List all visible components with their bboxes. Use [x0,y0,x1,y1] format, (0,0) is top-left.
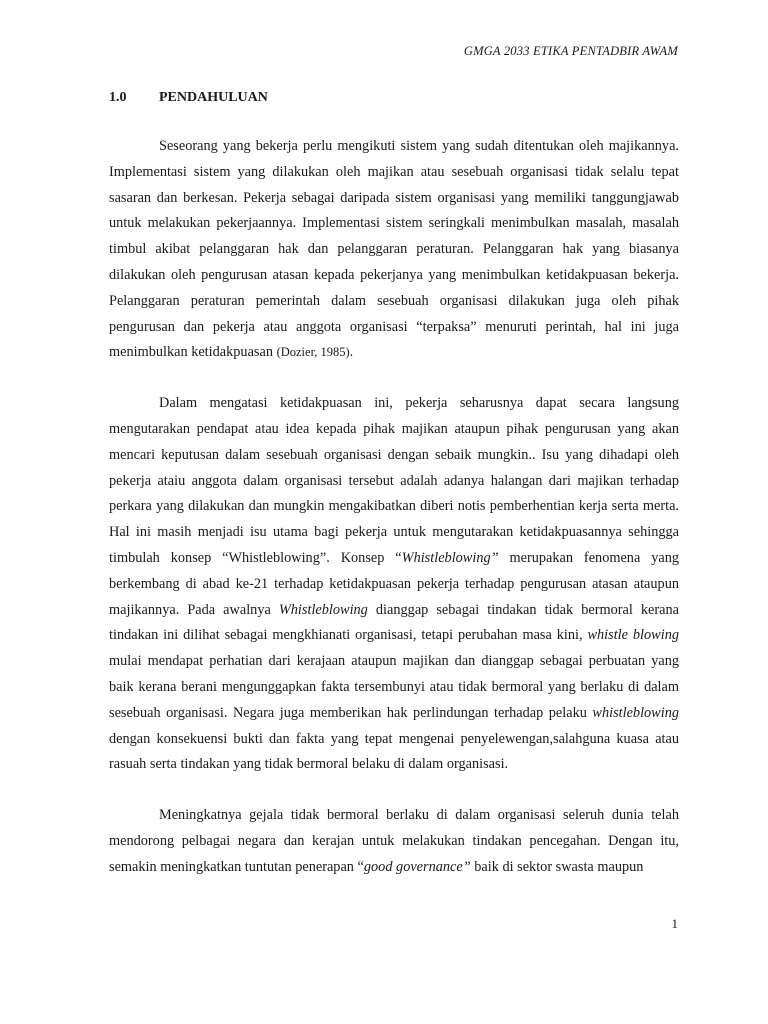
paragraph-2-text-2: merupakan fenomena yang berkembang di abad ke-21 terhadap ketidakpuasan pekerja terhadap pengurusan atasan ataupun majikannya. Pada awalnya [109,549,680,618]
paragraph-2-text-1: Dalam mengatasi ketidakpuasan ini, pekerja seharusnya dapat secara langsung mengutarakan pendapat atau idea kepada pihak majikan ataupun pihak pengurusan yang akan mencari keputusan dalam sesebuah organisasi dengan sebaik mungkin.. Isu yang dihadapi oleh pekerja ataiu anggota dalam organisasi tersebut adalah adanya halangan dari majikan terhadap perkara yang dilakukan dan mungkin mengakibatkan diberi notis pemberhentian kerja serta merta. Hal ini masih menjadi isu utama bagi pekerja untuk mengutarakan ketidakpuasannya sehingga timbulah konsep “Whistleblowing”. Konsep “ [109,395,679,566]
paragraph-3-text-1: Meningkatnya gejala tidak bermoral berlaku di dalam organisasi seleruh dunia telah mendorong pelbagai negara dan kerajan untuk melakukan tindakan pencegahan. Dengan itu, semakin meningkatkan tuntutan penerapan “ [109,807,679,875]
paragraph-3 [109,803,679,880]
running-header: GMGA 2033 ETIKA PENTADBIR AWAM [463,44,678,58]
citation: (Dozier, 1985) [276,345,350,360]
paragraph-1 [109,134,679,366]
body-text [109,134,679,881]
paragraph-2 [109,391,679,778]
paragraph-1-end: . [349,344,354,361]
page-number: 1 [671,916,678,931]
emphasis-good-governance: good governance” [363,858,471,875]
emphasis-whistleblowing-1: Whistleblowing” [401,549,499,566]
paragraph-2-text-3: dianggap sebagai tindakan tidak bermoral kerana tindakan ini dilihat sebagai mengkhianati organisasi, tetapi perubahan masa kini, [109,601,679,644]
paragraph-1-text: Seseorang yang bekerja perlu mengikuti sistem yang sudah ditentukan oleh majikannya. Implementasi sistem yang dilakukan oleh majikan atau sesebuah organisasi tidak selalu tepat sasaran dan berkesan. Pekerja sebagai daripada sistem organisasi yang memiliki tanggungjawab untuk melakukan pekerjaannya. Implementasi sistem seringkali menimbulkan masalah, masalah timbul akibat pelanggaran hak dan pelanggaran peraturan. Pelanggaran hak yang biasanya dilakukan oleh pengurusan atasan kepada pekerjanya yang menimbulkan ketidakpuasan bekerja. Pelanggaran peraturan pemerintah dalam sesebuah organisasi dilakukan juga oleh pihak pengurusan dan pekerja atau anggota organisasi “terpaksa” menuruti perintah, hal ini juga menimbulkan ketidakpuasan [109,138,679,361]
emphasis-whistleblowing-3: whistleblowing [592,704,679,721]
emphasis-whistle-blowing: whistle blowing [587,627,679,644]
section-title: PENDAHULUAN [159,90,268,105]
section-number: 1.0 [109,90,127,105]
paragraph-2-text-4: mulai mendapat perhatian dari kerajaan ataupun majikan dan dianggap sebagai perbuatan yang baik kerana berani mengunggapkan fakta tersembunyi atau tidak bermoral yang berlaku di dalam sesebuah organisasi. Negara juga memberikan hak perlindungan terhadap pelaku [109,653,679,721]
paragraph-3-text-2: baik di sektor swasta maupun [470,858,644,875]
emphasis-whistleblowing-2: Whistleblowing [278,601,368,618]
paragraph-2-text-5: dengan konsekuensi bukti dan fakta yang tepat mengenai penyelewengan,salahguna kuasa atau rasuah serta tindakan yang tidak bermoral belaku di dalam organisasi. [109,730,679,773]
section-heading [109,90,268,106]
